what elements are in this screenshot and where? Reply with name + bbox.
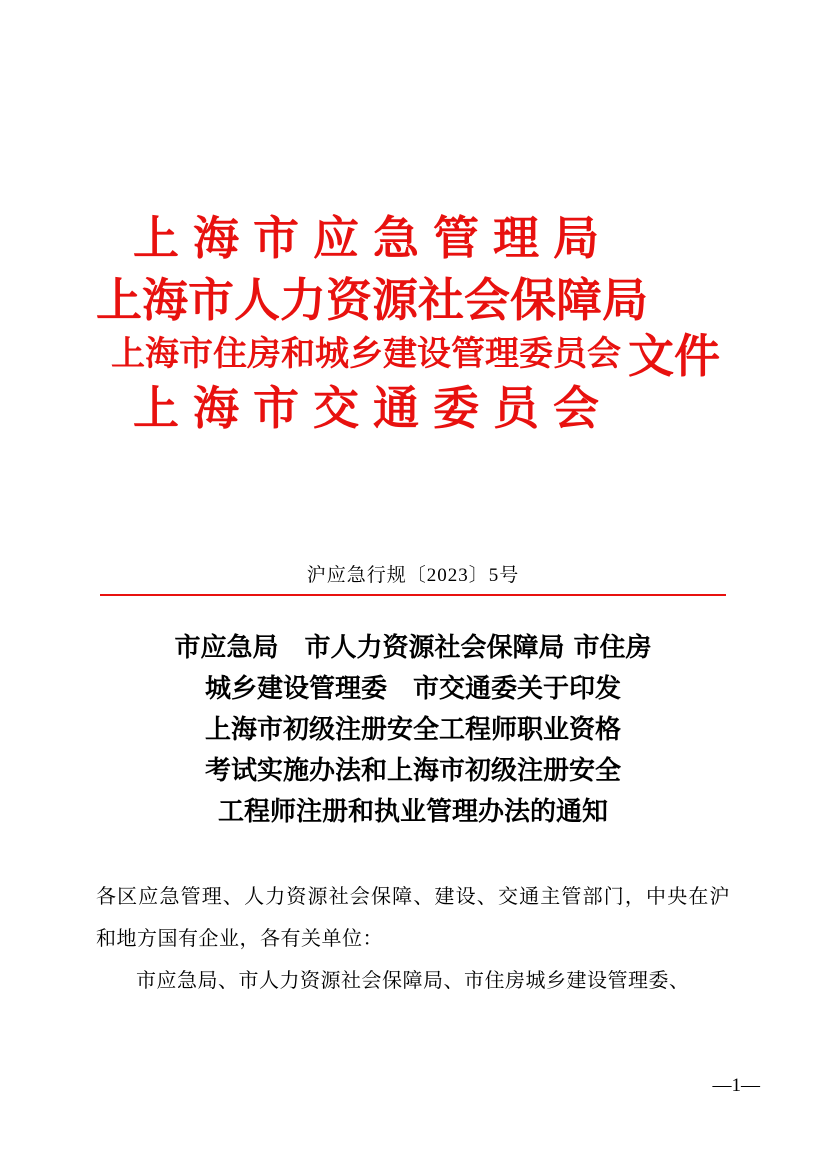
page-title-line-4: 考试实施办法和上海市初级注册安全	[204, 756, 621, 786]
masthead-line-2: 上海市人力资源社会保障局	[96, 273, 648, 327]
body-paragraph-1: 各区应急管理、人力资源社会保障、建设、交通主管部门，中央在沪和地方国有企业，各有关单位：	[96, 886, 730, 950]
masthead-line-3: 上海市住房和城乡建设管理委员会	[111, 334, 621, 374]
body-text	[96, 876, 730, 1002]
page-title-line-1: 市应急局 市人力资源社会保障局 市住房	[174, 633, 652, 663]
masthead	[0, 211, 826, 515]
body-paragraph-2: 市应急局、市人力资源社会保障局、市住房城乡建设管理委、	[136, 970, 690, 992]
document-number: 沪应急行规〔2023〕5号	[306, 565, 520, 586]
page-title-line-2: 城乡建设管理委 市交通委关于印发	[204, 674, 621, 704]
page-number: —1—	[712, 1075, 760, 1096]
masthead-document-badge: 文件	[628, 329, 720, 383]
masthead-line-4: 上海市交通委员会	[133, 381, 613, 435]
red-divider-rule	[100, 594, 726, 596]
page-title-line-3: 上海市初级注册安全工程师职业资格	[204, 715, 621, 745]
page-title-line-5: 工程师注册和执业管理办法的通知	[217, 797, 608, 827]
masthead-line-1: 上海市应急管理局	[133, 211, 613, 265]
masthead-agency-lines	[96, 211, 648, 435]
page-title	[96, 628, 730, 833]
